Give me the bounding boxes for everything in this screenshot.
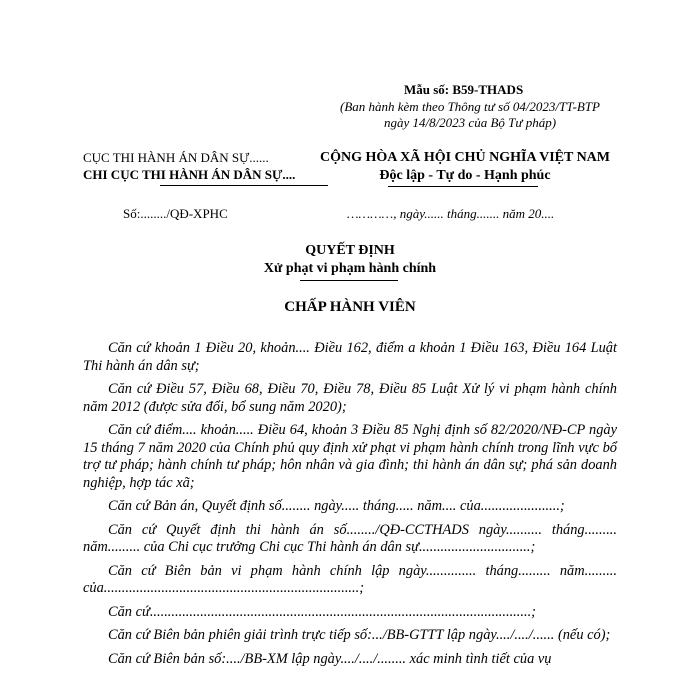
document-subtitle: Xử phạt vi phạm hành chính [263,261,437,276]
document-number: Số:......../QĐ-XPHC [123,206,228,221]
legal-basis-paragraph: Căn cứ điểm.... khoản..... Điều 64, khoản 3 Điều 85 Nghị định số 82/2020/NĐ-CP ngày 15 tháng 7 năm 2020 của Chính phủ quy định xử phạt vi phạm hành chính trong lĩnh vực bổ trợ tư pháp; hành chính tư pháp; hôn nhân và gia đình; thi hành án dân sự; phá sản doanh nghiệp, hợp tác xã; [83,422,617,491]
nation-name: CỘNG HÒA XÃ HỘI CHỦ NGHĨA VIỆT NAM [319,150,610,165]
legal-basis-paragraph: Căn cứ khoản 1 Điều 20, khoản.... Điều 162, điểm a khoản 1 Điều 163, Điều 164 Luật Thi hành án dân sự; [83,340,617,374]
agency-line-1: CỤC THI HÀNH ÁN DÂN SỰ...... [83,150,269,165]
nation-motto: Độc lập - Tự do - Hạnh phúc [379,168,551,183]
document-title: QUYẾT ĐỊNH [305,243,395,258]
legal-basis-paragraph: Căn cứ Biên bản số:..../BB-XM lập ngày..../..../........ xác minh tình tiết của vụ [108,650,552,667]
national-heading [310,149,620,185]
form-code: Mẫu số: B59-THADS [404,82,524,97]
legal-basis-paragraph: Căn cứ..........................................................................................................; [108,603,536,620]
form-issuance-note [320,99,620,131]
agency-underline [160,185,328,186]
motto-underline [388,186,538,187]
legal-basis-paragraph: Căn cứ Bản án, Quyết định số........ ngày..... tháng..... năm.... của......................; [108,498,565,514]
legal-basis-paragraph: Căn cứ Điều 57, Điều 68, Điều 70, Điều 78, Điều 85 Luật Xử lý vi phạm hành chính năm 2012 (được sửa đổi, bổ sung năm 2020); [83,381,617,415]
title-underline [300,280,398,281]
place-and-date: …………, ngày...... tháng....... năm 20.... [347,206,555,221]
form-note-line-2: ngày 14/8/2023 của Bộ Tư pháp) [383,115,557,130]
issuer-title: CHẤP HÀNH VIÊN [284,299,416,315]
issuing-agency [83,149,295,183]
legal-basis-paragraph: Căn cứ Biên bản phiên giải trình trực tiếp số:.../BB-GTTT lập ngày..../..../...... (nếu có); [108,627,611,643]
document-body [83,340,617,674]
agency-line-2: CHI CỤC THI HÀNH ÁN DÂN SỰ.... [83,167,296,182]
legal-basis-paragraph: Căn cứ Biên bản vi phạm hành chính lập ngày.............. tháng......... năm......... của.......................................................................; [83,562,617,596]
form-note-line-1: (Ban hành kèm theo Thông tư số 04/2023/TT-BTP [340,99,600,114]
legal-basis-paragraph: Căn cứ Quyết định thi hành án số......../QĐ-CCTHADS ngày.......... tháng......... năm......... của Chi cục trưởng Chi cục Thi hành án dân sự...............................; [83,521,617,555]
